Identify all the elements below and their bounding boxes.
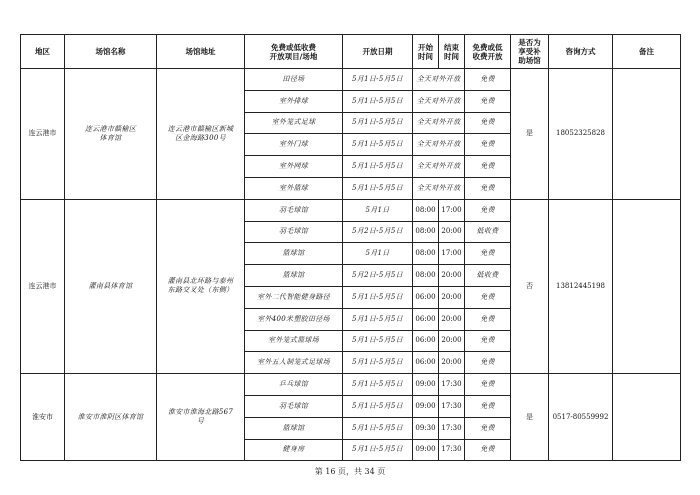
item-cell: 篮球馆 — [245, 265, 343, 287]
start-time-cell: 08:00 — [413, 221, 439, 243]
venue-address-cell: 连云港市赣榆区新城 区金海路300号 — [157, 69, 245, 200]
contact-cell: 13812445198 — [549, 199, 613, 373]
dates-cell: 5月1日 — [343, 199, 413, 221]
fee-cell: 免费 — [465, 395, 511, 417]
start-time-cell: 09:00 — [413, 395, 439, 417]
header-contact: 咨询方式 — [549, 35, 613, 69]
item-cell: 羽毛球馆 — [245, 221, 343, 243]
header-address: 场馆地址 — [157, 35, 245, 69]
end-time-cell: 20:00 — [439, 265, 465, 287]
table-row — [21, 199, 681, 221]
item-cell: 篮球馆 — [245, 243, 343, 265]
end-time-cell: 20:00 — [439, 330, 465, 352]
start-time-cell: 06:00 — [413, 330, 439, 352]
item-cell: 室外篮球 — [245, 177, 343, 199]
dates-cell: 5月1日-5月5日 — [343, 374, 413, 396]
hours-cell: 全天对外开放 — [413, 177, 465, 199]
start-time-cell: 08:00 — [413, 243, 439, 265]
end-time-cell: 20:00 — [439, 308, 465, 330]
start-time-cell: 06:00 — [413, 308, 439, 330]
fee-cell: 低收费 — [465, 265, 511, 287]
fee-cell: 免费 — [465, 243, 511, 265]
fee-cell: 免费 — [465, 156, 511, 178]
note-cell — [613, 69, 681, 200]
fee-cell: 免费 — [465, 112, 511, 134]
item-cell: 室外笼式篮球场 — [245, 330, 343, 352]
item-cell: 室外二代智能健身路径 — [245, 286, 343, 308]
item-cell: 室外五人制笼式足球场 — [245, 352, 343, 374]
dates-cell: 5月1日 — [343, 243, 413, 265]
dates-cell: 5月2日-5月5日 — [343, 265, 413, 287]
hours-cell: 全天对外开放 — [413, 90, 465, 112]
fee-cell: 免费 — [465, 90, 511, 112]
item-cell: 室外门球 — [245, 134, 343, 156]
end-time-cell: 20:00 — [439, 352, 465, 374]
subsidized-cell: 否 — [511, 199, 549, 373]
contact-cell: 18052325828 — [549, 69, 613, 200]
dates-cell: 5月2日-5月5日 — [343, 221, 413, 243]
table-header-row — [21, 35, 681, 69]
dates-cell: 5月1日-5月5日 — [343, 90, 413, 112]
start-time-cell: 08:00 — [413, 199, 439, 221]
subsidized-cell: 是 — [511, 69, 549, 200]
end-time-cell: 17:00 — [439, 243, 465, 265]
hours-cell: 全天对外开放 — [413, 69, 465, 91]
header-subsidized: 是否为 享受补 助场馆 — [511, 35, 549, 69]
header-region: 地区 — [21, 35, 65, 69]
venue-address-cell: 淮安市淮海北路567 号 — [157, 374, 245, 461]
fee-cell: 免费 — [465, 439, 511, 461]
table-row — [21, 69, 681, 91]
header-note: 备注 — [613, 35, 681, 69]
fee-cell: 免费 — [465, 69, 511, 91]
start-time-cell: 06:00 — [413, 286, 439, 308]
end-time-cell: 20:00 — [439, 221, 465, 243]
venue-name-cell: 灌南县体育馆 — [65, 199, 157, 373]
fee-cell: 免费 — [465, 286, 511, 308]
fee-cell: 免费 — [465, 199, 511, 221]
venue-table — [20, 34, 681, 461]
header-venue: 场馆名称 — [65, 35, 157, 69]
item-cell: 室外网球 — [245, 156, 343, 178]
region-cell: 淮安市 — [21, 374, 65, 461]
fee-cell: 免费 — [465, 177, 511, 199]
note-cell — [613, 199, 681, 373]
end-time-cell: 17:00 — [439, 199, 465, 221]
venue-name-cell: 淮安市淮阴区体育馆 — [65, 374, 157, 461]
item-cell: 室外排球 — [245, 90, 343, 112]
item-cell: 篮球馆 — [245, 417, 343, 439]
item-cell: 健身房 — [245, 439, 343, 461]
end-time-cell: 17:30 — [439, 395, 465, 417]
header-dates: 开放日期 — [343, 35, 413, 69]
fee-cell: 免费 — [465, 374, 511, 396]
item-cell: 羽毛球馆 — [245, 395, 343, 417]
dates-cell: 5月1日-5月5日 — [343, 417, 413, 439]
dates-cell: 5月1日-5月5日 — [343, 352, 413, 374]
dates-cell: 5月1日-5月5日 — [343, 286, 413, 308]
fee-cell: 免费 — [465, 308, 511, 330]
header-item: 免费或低收费 开放项目/场地 — [245, 35, 343, 69]
item-cell: 室外笼式足球 — [245, 112, 343, 134]
end-time-cell: 17:30 — [439, 374, 465, 396]
dates-cell: 5月1日-5月5日 — [343, 177, 413, 199]
venue-name-cell: 连云港市赣榆区 体育馆 — [65, 69, 157, 200]
header-start: 开始 时间 — [413, 35, 439, 69]
dates-cell: 5月1日-5月5日 — [343, 308, 413, 330]
start-time-cell: 09:00 — [413, 374, 439, 396]
dates-cell: 5月1日-5月5日 — [343, 330, 413, 352]
dates-cell: 5月1日-5月5日 — [343, 439, 413, 461]
dates-cell: 5月1日-5月5日 — [343, 156, 413, 178]
item-cell: 乒乓球馆 — [245, 374, 343, 396]
item-cell: 室外400米塑胶田径场 — [245, 308, 343, 330]
start-time-cell: 08:00 — [413, 265, 439, 287]
subsidized-cell: 是 — [511, 374, 549, 461]
hours-cell: 全天对外开放 — [413, 134, 465, 156]
end-time-cell: 17:30 — [439, 439, 465, 461]
dates-cell: 5月1日-5月5日 — [343, 112, 413, 134]
end-time-cell: 17:30 — [439, 417, 465, 439]
item-cell: 田径场 — [245, 69, 343, 91]
dates-cell: 5月1日-5月5日 — [343, 69, 413, 91]
region-cell: 连云港市 — [21, 199, 65, 373]
fee-cell: 免费 — [465, 352, 511, 374]
page-footer: 第 16 页，共 34 页 — [314, 467, 386, 476]
fee-cell: 免费 — [465, 417, 511, 439]
fee-cell: 免费 — [465, 330, 511, 352]
start-time-cell: 09:00 — [413, 439, 439, 461]
item-cell: 羽毛球馆 — [245, 199, 343, 221]
hours-cell: 全天对外开放 — [413, 156, 465, 178]
note-cell — [613, 374, 681, 461]
contact-cell: 0517-80559992 — [549, 374, 613, 461]
table-row — [21, 374, 681, 396]
start-time-cell: 06:00 — [413, 352, 439, 374]
region-cell: 连云港市 — [21, 69, 65, 200]
hours-cell: 全天对外开放 — [413, 112, 465, 134]
fee-cell: 免费 — [465, 134, 511, 156]
header-fee: 免费或低 收费开放 — [465, 35, 511, 69]
dates-cell: 5月1日-5月5日 — [343, 395, 413, 417]
fee-cell: 低收费 — [465, 221, 511, 243]
start-time-cell: 09:30 — [413, 417, 439, 439]
end-time-cell: 20:00 — [439, 286, 465, 308]
header-end: 结束 时间 — [439, 35, 465, 69]
dates-cell: 5月1日-5月5日 — [343, 134, 413, 156]
venue-address-cell: 灌南县北环路与泰州 东路交叉处（东侧） — [157, 199, 245, 373]
